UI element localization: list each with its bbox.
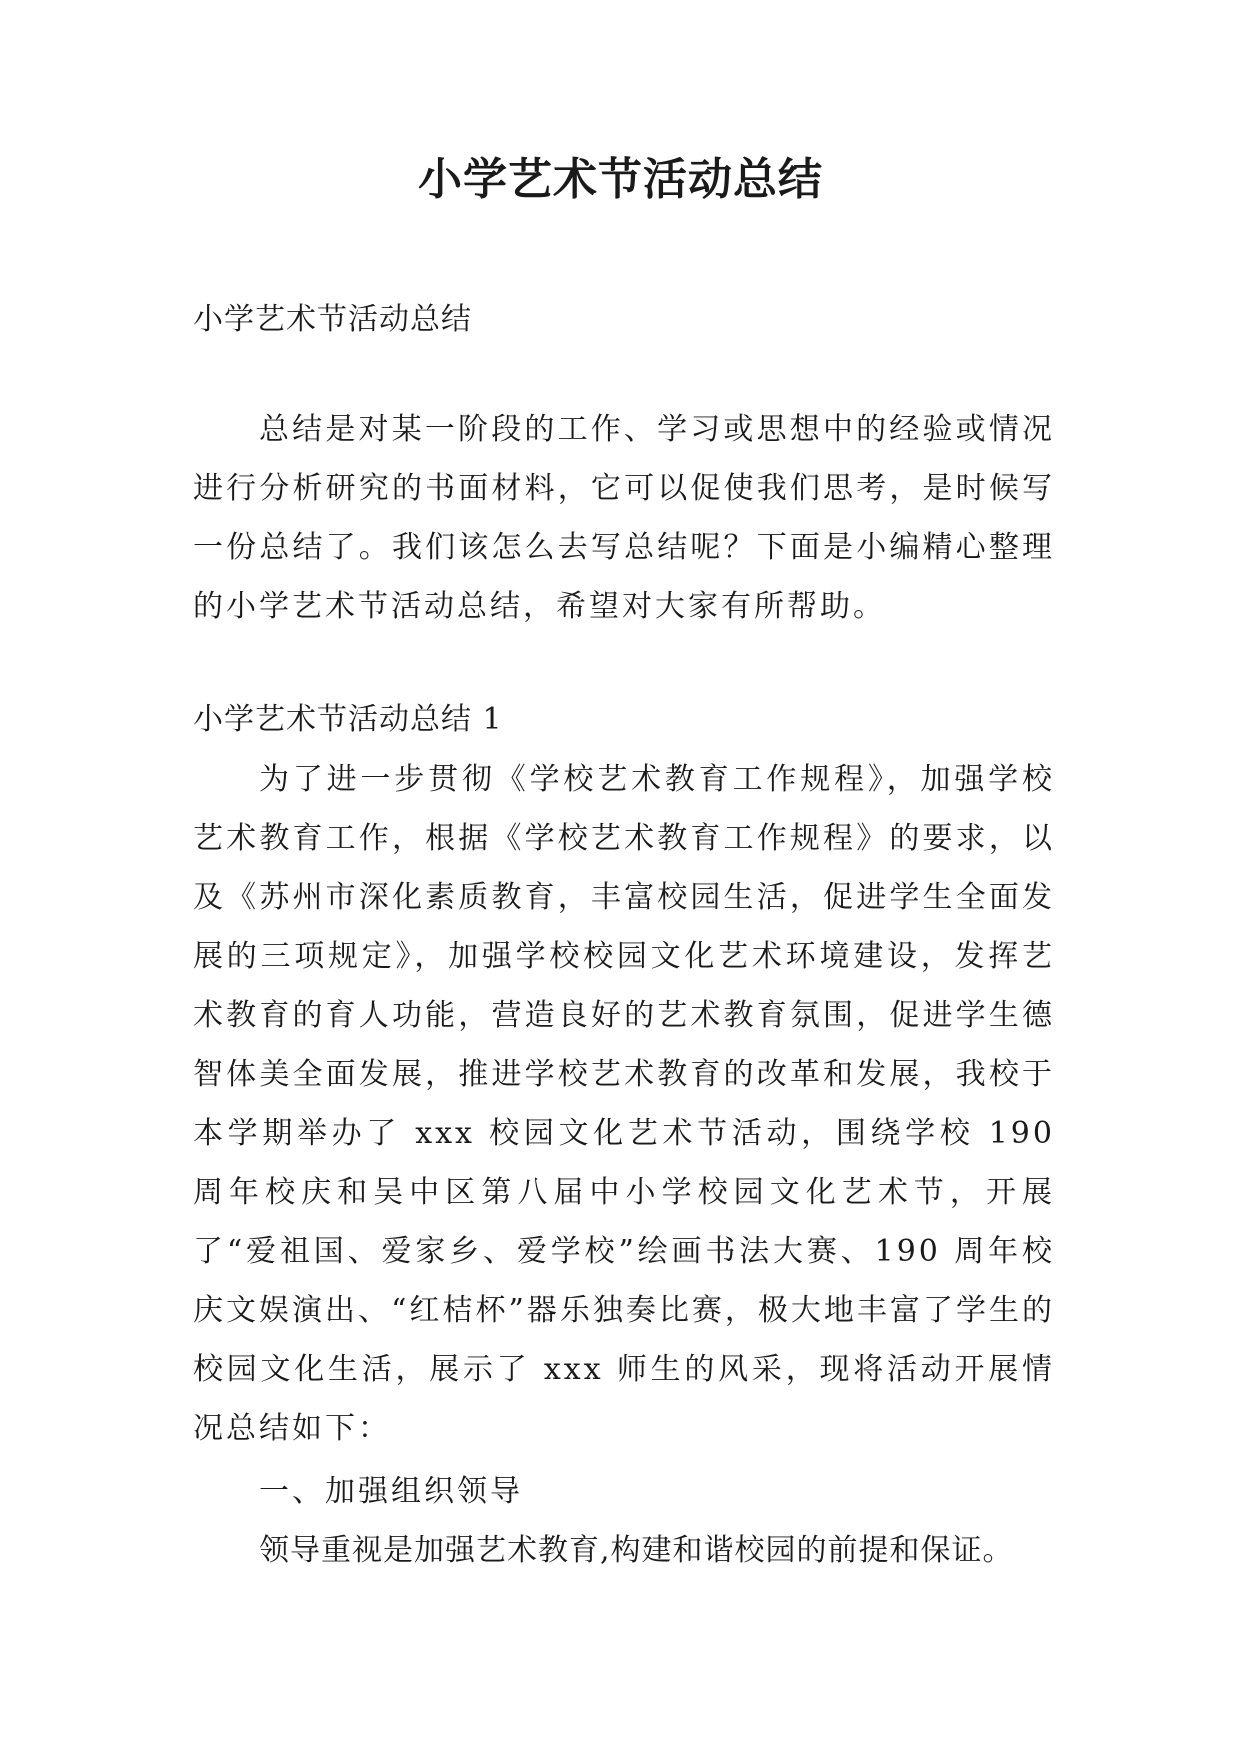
section-heading-1: 一、加强组织领导 <box>259 1474 523 1509</box>
section-title: 小学艺术节活动总结 1 <box>193 702 503 737</box>
document-title: 小学艺术节活动总结 <box>418 154 823 205</box>
body-paragraph-1: 为了进一步贯彻《学校艺术教育工作规程》，加强学校艺术教育工作，根据《学校艺术教育工作规程》的要求，以及《苏州市深化素质教育，丰富校园生活，促进学生全面发展的三项规定》，加强学校校园文化艺术环境建设，发挥艺术教育的育人功能，营造良好的艺术教育氛围，促进学生德智体美全面发展，推进学校艺术教育的改革和发展，我校于本学期举办了 xxx 校园文化艺术节活动，围绕学校 190 周年校庆和吴中区第八届中小学校园文化艺术节，开展了“爱祖国、爱家乡、爱学校”绘画书法大赛、190 周年校庆文娱演出、“红桔杯”器乐独奏比赛，极大地丰富了学生的校园文化生活，展示了 xxx 师生的风采，现将活动开展情况总结如下： <box>193 762 1055 1446</box>
intro-paragraph: 总结是对某一阶段的工作、学习或思想中的经验或情况进行分析研究的书面材料，它可以促使我们思考，是时候写一份总结了。我们该怎么去写总结呢？下面是小编精心整理的小学艺术节活动总结，希望对大家有所帮助。 <box>193 412 1055 624</box>
body-paragraph-2: 领导重视是加强艺术教育,构建和谐校园的前提和保证。 <box>259 1533 1014 1568</box>
document-subtitle: 小学艺术节活动总结 <box>193 302 472 337</box>
